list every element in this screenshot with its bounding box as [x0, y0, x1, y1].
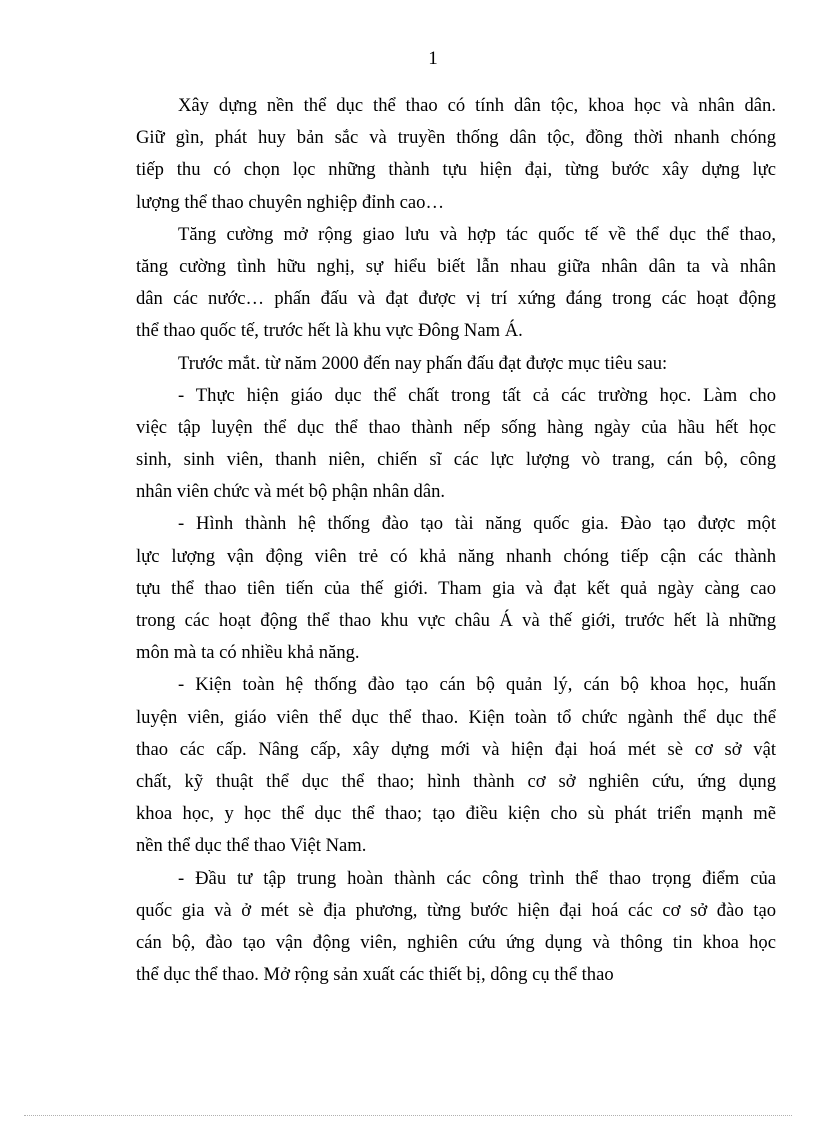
page-number: 1: [428, 48, 438, 69]
text-line: thao các cấp. Nâng cấp, xây dựng mới và hiện đại hoá mét sè cơ sở vật: [136, 738, 776, 760]
text-line: tiếp thu có chọn lọc những thành tựu hiện đại, từng bước xây dựng lực: [136, 159, 776, 181]
text-line: thể thao quốc tế, trước hết là khu vực Đông Nam Á.: [136, 320, 523, 342]
text-line: - Đầu tư tập trung hoàn thành các công trình thể thao trọng điểm của: [178, 867, 776, 889]
text-line: cán bộ, đào tạo vận động viên, nghiên cứu ứng dụng và thông tin khoa học: [136, 931, 776, 953]
text-line: - Thực hiện giáo dục thể chất trong tất cả các trường học. Làm cho: [178, 384, 776, 406]
text-line: quốc gia và ở mét sè địa phương, từng bước hiện đại hoá các cơ sở đào tạo: [136, 899, 776, 921]
text-line: dân các nước… phấn đấu và đạt được vị trí xứng đáng trong các hoạt động: [136, 288, 776, 310]
text-line: - Kiện toàn hệ thống đào tạo cán bộ quản lý, cán bộ khoa học, huấn: [178, 674, 776, 696]
page-bottom-divider: [24, 1115, 792, 1116]
text-line: luyện viên, giáo viên thể dục thể thao. Kiện toàn tổ chức ngành thể dục thể: [136, 706, 776, 728]
text-line: khoa học, y học thể dục thể thao; tạo điều kiện cho sù phát triển mạnh mẽ: [136, 803, 776, 825]
text-line: việc tập luyện thể dục thể thao thành nếp sống hàng ngày của hầu hết học: [136, 416, 776, 438]
text-line: lực lượng vận động viên trẻ có khả năng nhanh chóng tiếp cận các thành: [136, 545, 776, 567]
text-line: môn mà ta có nhiều khả năng.: [136, 642, 360, 664]
paragraph: [136, 863, 776, 992]
text-line: tăng cường tình hữu nghị, sự hiểu biết lẫn nhau giữa nhân dân ta và nhân: [136, 255, 776, 277]
text-line: Tăng cường mở rộng giao lưu và hợp tác quốc tế về thể dục thể thao,: [178, 223, 776, 245]
text-line: nhân viên chức và mét bộ phận nhân dân.: [136, 481, 446, 503]
text-line: lượng thể thao chuyên nghiệp đỉnh cao…: [136, 191, 445, 213]
text-line: Giữ gìn, phát huy bản sắc và truyền thống dân tộc, đồng thời nhanh chóng: [136, 127, 776, 149]
paragraph: [136, 348, 776, 380]
text-line: trong các hoạt động thể thao khu vực châu Á và thế giới, trước hết là những: [136, 610, 776, 631]
paragraph: [136, 508, 776, 669]
paragraph: [136, 90, 776, 219]
text-line: - Hình thành hệ thống đào tạo tài năng quốc gia. Đào tạo được một: [178, 513, 776, 535]
text-line: chất, kỹ thuật thể dục thể thao; hình thành cơ sở nghiên cứu, ứng dụng: [136, 770, 776, 792]
text-line: Trước mắt. từ năm 2000 đến nay phấn đấu đạt được mục tiêu sau:: [178, 352, 668, 374]
text-line: tựu thể thao tiên tiến của thế giới. Tham gia và đạt kết quả ngày càng cao: [136, 577, 776, 599]
paragraph: [136, 219, 776, 348]
text-line: nền thể dục thể thao Việt Nam.: [136, 835, 367, 857]
text-line: sinh, sinh viên, thanh niên, chiến sĩ các lực lượng vò trang, cán bộ, công: [136, 449, 776, 471]
paragraph: [136, 669, 776, 862]
paragraph: [136, 380, 776, 509]
text-line: Xây dựng nền thể dục thể thao có tính dân tộc, khoa học và nhân dân.: [178, 95, 776, 116]
text-line: thể dục thể thao. Mở rộng sản xuất các thiết bị, dông cụ thể thao: [136, 964, 614, 986]
document-body: [136, 90, 776, 991]
